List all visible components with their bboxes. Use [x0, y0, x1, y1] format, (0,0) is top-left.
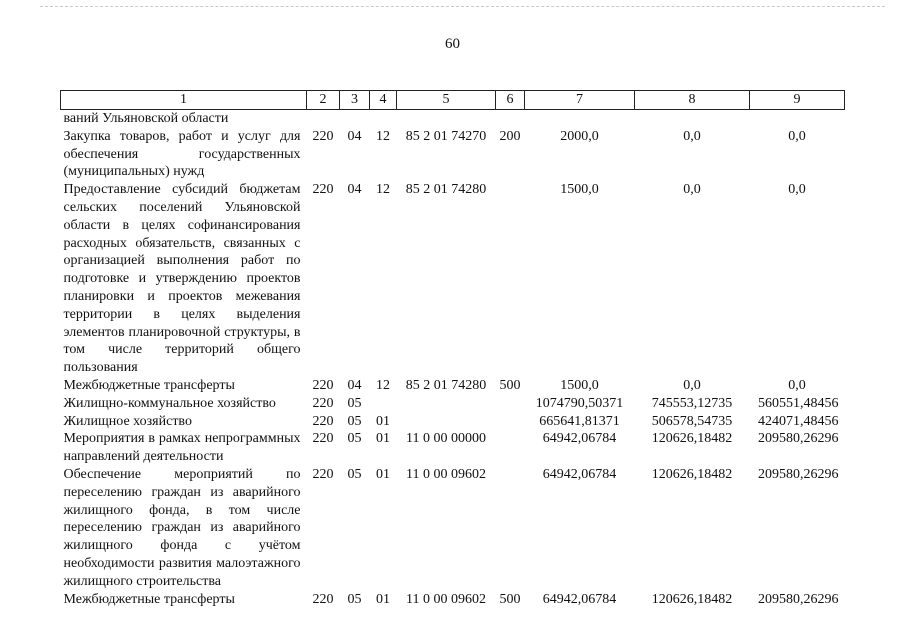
cell-section-code: 04	[347, 377, 362, 393]
cell-expense-type	[496, 181, 525, 377]
scan-artifact-line	[40, 6, 885, 7]
cell-subsection-code	[370, 110, 397, 128]
table-row	[61, 128, 845, 181]
column-header: 4	[370, 91, 397, 110]
column-header: 7	[525, 91, 635, 110]
table-row	[61, 430, 845, 466]
cell-section-code: 05	[347, 591, 362, 607]
cell-expense-type: 500	[499, 591, 521, 607]
cell-target-code: 85 2 01 74270	[405, 128, 487, 144]
cell-amount-col8: 120626,18482	[651, 431, 733, 447]
cell-section-code: 04	[347, 182, 362, 198]
cell-amount-col7: 64942,06784	[542, 466, 617, 482]
table-row	[61, 181, 845, 377]
cell-amount-col9: 209580,26296	[758, 431, 839, 447]
cell-amount-col7	[525, 110, 635, 128]
cell-subsection-code: 12	[376, 128, 390, 144]
cell-amount-col7: 1500,0	[560, 377, 599, 393]
cell-section-code: 05	[347, 466, 362, 482]
table-row	[61, 377, 845, 395]
cell-subsection-code: 01	[376, 466, 390, 482]
column-header: 3	[340, 91, 370, 110]
cell-section-code: 05	[347, 431, 362, 447]
row-name: Обеспечение мероприятий по переселению граждан из аварийного жилищного фонда, в том числе переселению граждан из аварийного жилищного фонда с учётом необходимости развития малоэтажного жилищного строительства	[63, 466, 301, 589]
cell-amount-col9: 209580,26296	[758, 591, 839, 607]
row-name: Межбюджетные трансферты	[63, 377, 235, 393]
cell-amount-col8: 506578,54735	[651, 413, 733, 429]
cell-target-code	[397, 395, 496, 413]
table-row	[61, 395, 845, 413]
cell-section-code: 04	[347, 128, 362, 144]
row-name: Межбюджетные трансферты	[63, 591, 235, 607]
cell-expense-type	[496, 395, 525, 413]
cell-amount-col7: 665641,81371	[539, 413, 620, 429]
cell-amount-col7: 1074790,50371	[535, 395, 624, 411]
cell-ministry-code: 220	[312, 413, 334, 429]
column-header: 6	[496, 91, 525, 110]
column-header: 1	[61, 91, 307, 110]
cell-ministry-code: 220	[312, 395, 334, 411]
table-row	[61, 466, 845, 591]
cell-amount-col8: 0,0	[683, 182, 701, 198]
cell-amount-col9: 0,0	[788, 182, 806, 198]
cell-section-code: 05	[347, 413, 362, 429]
cell-expense-type	[496, 466, 525, 591]
cell-amount-col8	[635, 110, 750, 128]
row-name: Мероприятия в рамках непрограммных направлений деятельности	[63, 431, 301, 465]
cell-amount-col7: 64942,06784	[542, 591, 617, 607]
row-name: Жилищно-коммунальное хозяйство	[63, 395, 276, 411]
cell-expense-type: 200	[499, 128, 521, 144]
cell-ministry-code: 220	[312, 377, 334, 393]
cell-ministry-code: 220	[312, 591, 334, 607]
cell-section-code	[340, 110, 370, 128]
cell-amount-col7: 64942,06784	[542, 431, 617, 447]
column-header: 8	[635, 91, 750, 110]
cell-target-code: 85 2 01 74280	[405, 377, 487, 393]
cell-amount-col9: 560551,48456	[758, 395, 839, 411]
row-name: Предоставление субсидий бюджетам сельских поселений Ульяновской области в целях софинансирования расходных обязательств, связанных с организацией выполнения работ по подготовке и утверждению проектов планировки и проектов межевания территории в целях выделения элементов планировочной структуры, в том числе территорий общего пользования	[63, 182, 301, 376]
column-header: 5	[397, 91, 496, 110]
cell-amount-col9: 0,0	[788, 128, 806, 144]
cell-expense-type	[496, 430, 525, 466]
cell-expense-type	[496, 413, 525, 431]
cell-amount-col9: 209580,26296	[758, 466, 839, 482]
cell-target-code: 11 0 00 09602	[406, 466, 486, 482]
cell-subsection-code: 01	[376, 431, 390, 447]
cell-target-code: 85 2 01 74280	[405, 182, 487, 198]
cell-amount-col8: 745553,12735	[651, 395, 733, 411]
column-header: 2	[307, 91, 340, 110]
cell-subsection-code: 01	[376, 591, 390, 607]
table-row	[61, 591, 845, 609]
budget-table	[60, 90, 845, 608]
cell-amount-col7: 2000,0	[560, 128, 599, 144]
cell-expense-type	[496, 110, 525, 128]
cell-amount-col8: 0,0	[683, 377, 701, 393]
cell-target-code	[397, 413, 496, 431]
cell-subsection-code: 01	[376, 413, 390, 429]
cell-subsection-code: 12	[376, 182, 390, 198]
page-number: 60	[445, 36, 460, 52]
cell-target-code: 11 0 00 00000	[406, 431, 486, 447]
column-header: 9	[750, 91, 845, 110]
cell-ministry-code: 220	[312, 466, 334, 482]
cell-amount-col8: 120626,18482	[651, 591, 733, 607]
cell-amount-col7: 1500,0	[560, 182, 599, 198]
cell-section-code: 05	[347, 395, 362, 411]
cell-amount-col9	[750, 110, 845, 128]
cell-amount-col9: 424071,48456	[758, 413, 839, 429]
cell-ministry-code	[307, 110, 340, 128]
cell-subsection-code: 12	[376, 377, 390, 393]
cell-amount-col8: 120626,18482	[651, 466, 733, 482]
table-row	[61, 413, 845, 431]
cell-ministry-code: 220	[312, 431, 334, 447]
cell-subsection-code	[370, 395, 397, 413]
cell-ministry-code: 220	[312, 128, 334, 144]
cell-amount-col9: 0,0	[788, 377, 806, 393]
cell-target-code	[397, 110, 496, 128]
cell-ministry-code: 220	[312, 182, 334, 198]
table-row	[61, 110, 845, 128]
row-name: Жилищное хозяйство	[63, 413, 192, 429]
row-name: Закупка товаров, работ и услуг для обеспечения государственных (муниципальных) нужд	[63, 128, 301, 180]
cell-target-code: 11 0 00 09602	[406, 591, 486, 607]
table-header-row	[61, 91, 845, 110]
cell-amount-col8: 0,0	[683, 128, 701, 144]
row-name: ваний Ульяновской области	[63, 111, 229, 126]
cell-expense-type: 500	[499, 377, 521, 393]
